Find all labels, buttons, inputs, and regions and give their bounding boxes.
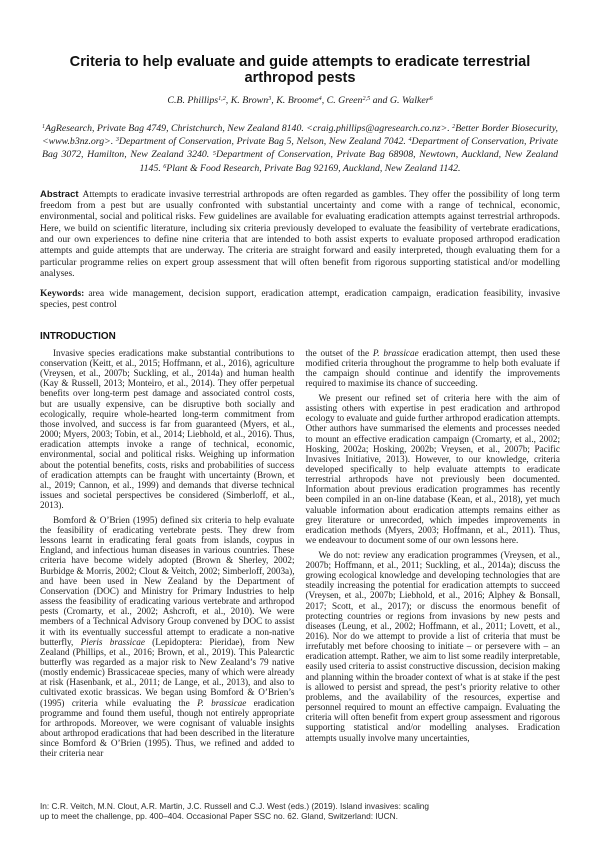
keywords-text: area wide management, decision support, eradication attempt, eradication campaign, eradication feasibility, invasive species, pest control	[40, 289, 560, 311]
section-heading-introduction: INTRODUCTION	[40, 330, 116, 342]
abstract-text: Attempts to eradicate invasive terrestrial arthropods are often regarded as gambles. They offer the possibility of long term freedom from a pest but are usually confronted with substantial uncertainty and come with a range of technical, economic, environmental, social and political risks. Few guidelines are available for evaluating eradication attempts against terrestrial arthropods. Here, we build on scientific literature, including six criteria previously developed to evaluate the feasibility of vertebrate eradications, and our own experiences to define nine criteria that are intended to both assist experts to evaluate proposed arthropod eradication attempts and guide attempts that are underway. The criteria are straight forward and easily interpreted, though evaluating them for a particular programme relies on expert group assessment that will often benefit from rigorous supporting statistical and/or modelling analyses.	[40, 189, 560, 279]
column-right	[306, 348, 561, 763]
abstract-label: Abstract	[40, 188, 79, 200]
affiliations-block: $^1$AgResearch, Private Bag 4749, Christchurch, New Zealand 8140. <craig.phillips@agresearch.co.nz>. $^2$Better Border Biosecurity, <www.b3nz.org>. $^3$Department of Conservation, Private Bag 5, Nelson, New Zealand 7042. $^4$Department of Conservation, Private Bag 3072, Hamilton, New Zealand 3240. $^5$Department of Conservation, Private Bag 68908, Newtown, Auckland, New Zealand 1145. $^6$Plant & Food Research, Private Bag 92169, Auckland, New Zealand 1142.	[42, 123, 559, 174]
authors-line: C.B. Phillips$^{1,2}$, K. Brown$^3$, K. Broome$^4$, C. Green$^{2,5}$ and G. Walker$^6$	[167, 95, 433, 106]
paragraph: We present our refined set of criteria here with the aim of assisting others with expertise in pest eradication and arthropod ecology to evaluate and guide further arthropod eradication attempts. Other authors have summarised the elements and processes needed to mount an effective eradication campaign (Cromarty, et al., 2002; Hosking, 2002a; Hosking, 2002b; Vreysen, et al., 2007b; Pacific Invasives Initiative, 2013). However, to our knowledge, criteria developed specifically to help evaluate attempts to eradicate terrestrial arthropods have not previously been documented. Information about previous eradication programmes has recently been compiled in an on-line database (Kean, et al., 2018), yet much valuable information about eradication attempts remains either as grey literature or unrecorded, which impedes improvements in eradication methods (Myers, 2003; Hoffmann, et al., 2011). Thus, we endeavour to document some of our own lessons here.	[305, 392, 560, 546]
abstract-block	[40, 189, 560, 280]
paragraph: We do not: review any eradication programmes (Vreysen, et al., 2007b; Hoffmann, et al., 2011; Suckling, et al., 2014a); discuss the growing ecological knowledge and developing technologies that are steadily increasing the potential for eradication attempts to succeed (Vreysen, et al., 2007b; Liebhold, et al., 2016; Alphey & Bonsall, 2017; Scott, et al., 2017); or discuss the enormous benefit of protecting countries or regions from invasions by new pests and diseases (Leung, et al., 2002; Hoffmann, et al., 2011; Lovett, et al., 2016). Nor do we attempt to provide a list of criteria that must be irrefutably met before choosing to initiate – or persevere with – an eradication attempt. Rather, we aim to list some readily interpretable, easily used criteria to assist constructive discussion, decision making and planning within the broader context of what is at stake if the pest is allowed to persist and spread, the pest’s priority relative to other problems, and the availability of the resources, expertise and personnel required to mount an effective campaign. Evaluating the criteria will often benefit from expert group assessment and rigorous supporting statistical and/or modelling analyses. Eradication attempts usually involve many uncertainties,	[305, 549, 560, 743]
footer-citation: In: C.R. Veitch, M.N. Clout, A.R. Martin, J.C. Russell and C.J. West (eds.) (2019). Island invasives: scaling up to meet the challenge, pp. 400–404. Occasional Paper SSC no. 62. Gland, Switzerland: IUCN.	[40, 801, 430, 822]
page-title: Criteria to help evaluate and guide attempts to eradicate terrestrial arthropod pests	[69, 54, 531, 86]
paragraph: the outset of the P. brassicae eradication attempt, then used these modified criteria throughout the programme to help both evaluate if the campaign should continue and identify the improvements required to maximise its chance of succeeding.	[305, 347, 560, 389]
paragraph: Bomford & O’Brien (1995) defined six criteria to help evaluate the feasibility of eradicating vertebrate pests. They drew from lessons learnt in eradicating feral goats from islands, coypus in England, and infectious human diseases in various countries. These criteria have become widely adopted (Brown & Sherley, 2002; Burbidge & Morris, 2002; Clout & Veitch, 2002; Simberloff, 2003a), and have been used in New Zealand by the Department of Conservation (DOC) and Ministry for Primary Industries to help assess the feasibility of eradicating various vertebrate and arthropod pests (Cromarty, et al., 2002; Ashcroft, et al., 2010). We were members of a Technical Advisory Group convened by DOC to assist it with its eventually successful attempt to eradicate a non-native butterfly, Pieris brassicae (Lepidoptera: Pieridae), from New Zealand (Phillips, et al., 2016; Brown, et al., 2019). This Palearctic butterfly was regarded as a major risk to New Zealand’s 79 native (mostly endemic) Brassicaceae species, many of which were already at risk (Hasenbank, et al., 2011; de Lange, et al., 2013), and also to cultivated exotic brassicas. We began using Bomford & O’Brien’s (1995) criteria while evaluating the P. brassicae eradication programme and found them useful, though not entirely appropriate for arthropods. Moreover, we were cognisant of valuable insights about arthropod eradications that had been described in the literature since Bomford & O’Brien (1995). Thus, we refined and added to their criteria near	[40, 514, 295, 759]
keywords-label: Keywords:	[40, 289, 85, 300]
body-columns	[40, 348, 560, 763]
keywords-block	[40, 289, 560, 312]
paragraph: Invasive species eradications make substantial contributions to conservation (Keitt, et al., 2015; Hoffmann, et al., 2016), agriculture (Vreysen, et al., 2007b; Suckling, et al., 2014a) and human health (Kay & Russell, 2013; Monteiro, et al., 2014). They offer perpetual benefits over long-term pest damage and associated control costs, but are usually expensive, can be disruptive both socially and ecologically, require whole-hearted long-term commitment from those involved, and success is far from guaranteed (Myers, et al., 2000; Myers, 2003; Tobin, et al., 2014; Liebhold, et al., 2016). Thus, eradication attempts invoke a range of technical, economic, environmental, social and political risks. Weighing up information about the potential benefits, costs, risks and probabilities of success of eradication attempts can be fraught with uncertainty (Brown, et al., 2019; Cannon, et al., 1999) and demands that diverse technical issues and societal perspectives be considered (Simberloff, et al., 2013).	[40, 347, 295, 511]
column-left	[40, 348, 295, 763]
